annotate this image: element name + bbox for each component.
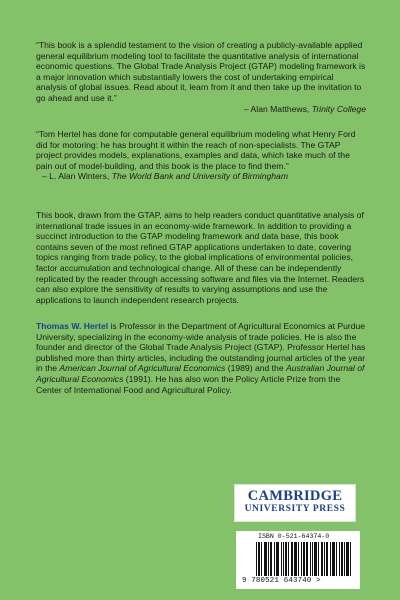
barcode-bar [336, 542, 337, 576]
quote-text: “This book is a splendid testament to the vision of creating a publicly-available applied general equilibrium modeling tool to facilitate the quantitative analysis of international economic questions. The Global Trade Analysis Project (GTAP) modeling framework is a major innovation which substantially lowers the cost of undertaking empirical analysis of global issues. Read about it, learn from it and then take up the invitation to go ahead and use it.” [36, 40, 366, 103]
barcode-bar [334, 542, 335, 576]
attribution-name: – Alan Matthews, [243, 103, 312, 114]
barcode-bar [310, 542, 311, 576]
barcode-bar [327, 542, 328, 576]
barcode-bar [295, 542, 296, 576]
author-name: Thomas W. Hertel [36, 321, 109, 331]
barcode-bar [258, 542, 259, 576]
barcode-bar [333, 542, 334, 576]
quote-attribution [36, 104, 366, 115]
attribution-affiliation: The World Bank and University of Birmingham [111, 171, 288, 182]
barcode-bar [265, 542, 266, 576]
barcode-bar [344, 542, 345, 576]
quote-text: “Tom Hertel has done for computable general equilibrium modeling what Henry Ford did for motoring: he has brought it within the reach of non-specialists. The GTAP project provides models, explanations, examples and data, which take much of the pain out of model-building, and this book is the place to find them.” [36, 129, 356, 171]
barcode-bar [315, 542, 316, 576]
barcode-bar [296, 542, 297, 576]
barcode-bar [303, 542, 304, 576]
barcode-bar [350, 542, 351, 576]
barcode-bar [268, 542, 269, 576]
bio-part2: (1989) and the [225, 363, 287, 374]
barcode-bar [318, 542, 319, 576]
barcode-bar [304, 542, 305, 576]
barcode-box [236, 531, 360, 589]
barcode-bar [341, 542, 342, 576]
attribution-affiliation: Trinity College [311, 103, 366, 114]
barcode-bar [342, 542, 343, 576]
barcode-bar [316, 542, 317, 576]
isbn-label: ISBN 0-521-64374-0 [258, 533, 330, 540]
barcode-icon [256, 542, 352, 576]
barcode-bar [286, 542, 287, 576]
book-description [36, 210, 366, 305]
publisher-name-line2: UNIVERSITY PRESS [244, 504, 346, 514]
quote-attribution [36, 171, 366, 182]
barcode-bar [298, 542, 299, 576]
barcode-bar [278, 542, 279, 576]
barcode-bar [264, 542, 265, 576]
barcode-bar [306, 542, 307, 576]
barcode-bar [330, 542, 331, 576]
barcode-bar [294, 542, 295, 576]
barcode-bar [271, 542, 272, 576]
publisher-name-line1: CAMBRIDGE [247, 488, 343, 504]
barcode-bar [292, 542, 293, 576]
barcode-bar [312, 542, 313, 576]
barcode-bar [301, 542, 302, 576]
barcode-bar [288, 542, 289, 576]
barcode-bar [281, 542, 282, 576]
publisher-logo [234, 484, 356, 522]
barcode-bar [259, 542, 260, 576]
barcode-bar [346, 542, 347, 576]
barcode-bar [270, 542, 271, 576]
journal-name-2: Australian Journal of Agricultural Economics [36, 363, 365, 384]
author-bio [36, 321, 366, 395]
barcode-bar [348, 542, 349, 576]
barcode-bar [339, 542, 340, 576]
barcode-bar [283, 542, 284, 576]
barcode-bar [321, 542, 322, 576]
barcode-number: 9 780521 643740 > [242, 577, 321, 585]
barcode-bar [277, 542, 278, 576]
barcode-bar [266, 542, 267, 576]
barcode-bar [291, 542, 292, 576]
barcode-bar [276, 542, 277, 576]
barcode-bar [274, 542, 275, 576]
barcode-bar [322, 542, 323, 576]
journal-name-1: American Journal of Agricultural Economics [59, 363, 226, 374]
barcode-bar [324, 542, 325, 576]
barcode-bar [261, 542, 262, 576]
barcode-bar [332, 542, 333, 576]
barcode-bar [314, 542, 315, 576]
barcode-bar [256, 542, 257, 576]
quote-winters [36, 129, 366, 182]
barcode-bar [307, 542, 308, 576]
bio-text [36, 321, 366, 395]
barcode-bar [285, 542, 286, 576]
attribution-name: – L. Alan Winters, [42, 171, 112, 182]
quote-matthews [36, 40, 366, 114]
bio-part1: is Professor in the Department of Agricultural Economics at Purdue University, specializing in the economy-wide analysis of trade policies. He is also the founder and director of the Global Trade Analysis Project (GTAP). Professor Hertel has published more than thirty articles, including the outstanding journal articles of the year in the [36, 321, 366, 374]
bio-part3: (1991). He has also won the Policy Article Prize from the Center of International Food and Agricultural Policy. [36, 373, 341, 395]
barcode-bar [347, 542, 348, 576]
description-text: This book, drawn from the GTAP, aims to help readers conduct quantitative analysis of international trade issues in an economy-wide framework. In addition to providing a succinct introduction to the GTAP modeling framework and data base, this book contains seven of the most refined GTAP applications undertaken to date, covering topics ranging from trade policy, to the global implications of environmental policies, factor accumulation and technological change. All of these can be independently replicated by the reader through accessing software and files via the Internet. Readers can also explore the sensitivity of results to varying assumptions and use the applications to launch independent research projects. [36, 210, 365, 305]
barcode-bar [326, 542, 327, 576]
